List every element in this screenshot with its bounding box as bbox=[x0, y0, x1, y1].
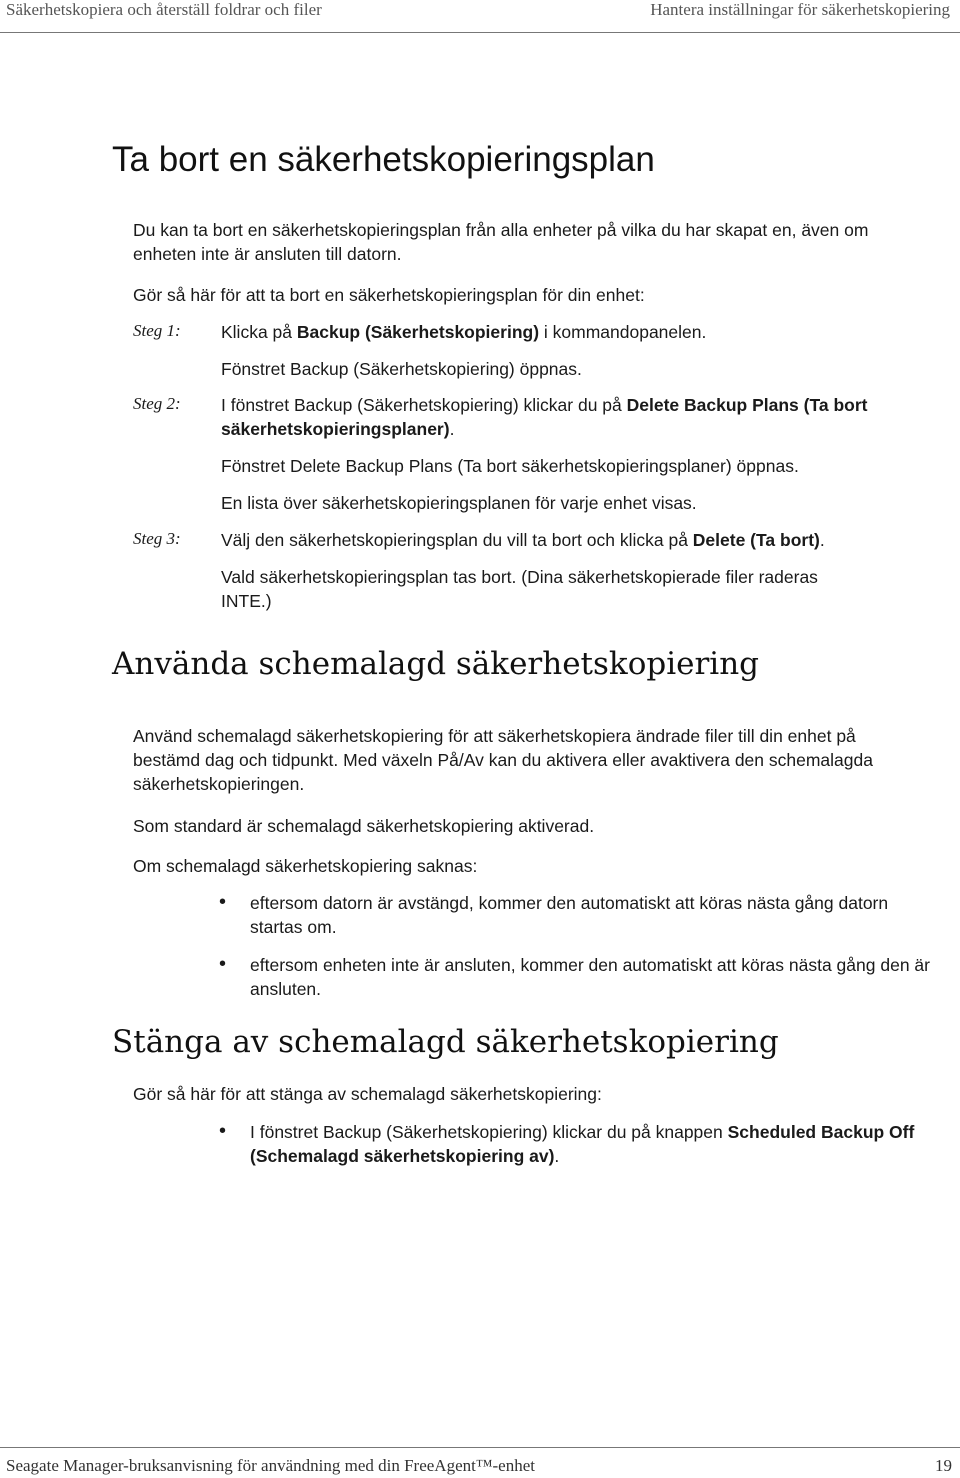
list-item: eftersom enheten inte är ansluten, kommer den automatiskt att köras nästa gång den är ansluten. bbox=[250, 955, 930, 999]
howto-paragraph: Gör så här för att ta bort en säkerhetskopieringsplan för din enhet: bbox=[133, 285, 645, 305]
step-label: Steg 3: bbox=[133, 529, 181, 548]
section-title-scheduled-backup: Använda schemalagd säkerhetskopiering bbox=[112, 646, 760, 682]
page-number: 19 bbox=[935, 1456, 952, 1475]
default-paragraph: Som standard är schemalagd säkerhetskopiering aktiverad. bbox=[133, 816, 595, 836]
step-label: Steg 1: bbox=[133, 321, 181, 340]
step-result: En lista över säkerhetskopieringsplanen för varje enhet visas. bbox=[221, 493, 697, 513]
footer-title: Seagate Manager-bruksanvisning för användning med din FreeAgent™-enhet bbox=[6, 1456, 535, 1475]
step-result: Fönstret Backup (Säkerhetskopiering) öppnas. bbox=[221, 359, 582, 379]
step-text: I fönstret Backup (Säkerhetskopiering) klickar du på Delete Backup Plans (Ta bort säkerhetskopieringsplaner). bbox=[221, 395, 868, 439]
section-title-disable-scheduled: Stänga av schemalagd säkerhetskopiering bbox=[112, 1024, 779, 1060]
disable-paragraph: Gör så här för att stänga av schemalagd säkerhetskopiering: bbox=[133, 1084, 602, 1104]
step-result: Fönstret Delete Backup Plans (Ta bort säkerhetskopieringsplaner) öppnas. bbox=[221, 456, 799, 476]
intro-paragraph: Du kan ta bort en säkerhetskopieringsplan från alla enheter på vilka du har skapat en, även om enheten inte är ansluten till datorn. bbox=[133, 220, 869, 264]
page-footer bbox=[0, 1447, 960, 1478]
step-result: Vald säkerhetskopieringsplan tas bort. (Dina säkerhetskopierade filer raderas INTE.) bbox=[221, 567, 818, 611]
page-header bbox=[0, 0, 960, 33]
step-label: Steg 2: bbox=[133, 394, 181, 413]
list-item: I fönstret Backup (Säkerhetskopiering) klickar du på knappen Scheduled Backup Off (Schemalagd säkerhetskopiering av). bbox=[250, 1122, 915, 1166]
step-text: Klicka på Backup (Säkerhetskopiering) i kommandopanelen. bbox=[221, 322, 707, 342]
missed-paragraph: Om schemalagd säkerhetskopiering saknas: bbox=[133, 856, 478, 876]
step-text: Välj den säkerhetskopieringsplan du vill ta bort och klicka på Delete (Ta bort). bbox=[221, 530, 825, 550]
header-section: Hantera inställningar för säkerhetskopiering bbox=[650, 0, 950, 19]
section-title-delete-plan: Ta bort en säkerhetskopieringsplan bbox=[112, 140, 655, 179]
list-item: eftersom datorn är avstängd, kommer den automatiskt att köras nästa gång datorn startas om. bbox=[250, 893, 889, 937]
header-chapter: Säkerhetskopiera och återställ foldrar och filer bbox=[6, 0, 322, 19]
scheduled-paragraph: Använd schemalagd säkerhetskopiering för att säkerhetskopiera ändrade filer till din enhet på bestämd dag och tidpunkt. Med växeln På/Av kan du aktivera eller avaktivera den schemalagda säkerhetskopieringen. bbox=[133, 726, 873, 794]
bullet-dot: • bbox=[219, 891, 227, 913]
bullet-dot: • bbox=[219, 1120, 227, 1142]
bullet-dot: • bbox=[219, 953, 227, 975]
